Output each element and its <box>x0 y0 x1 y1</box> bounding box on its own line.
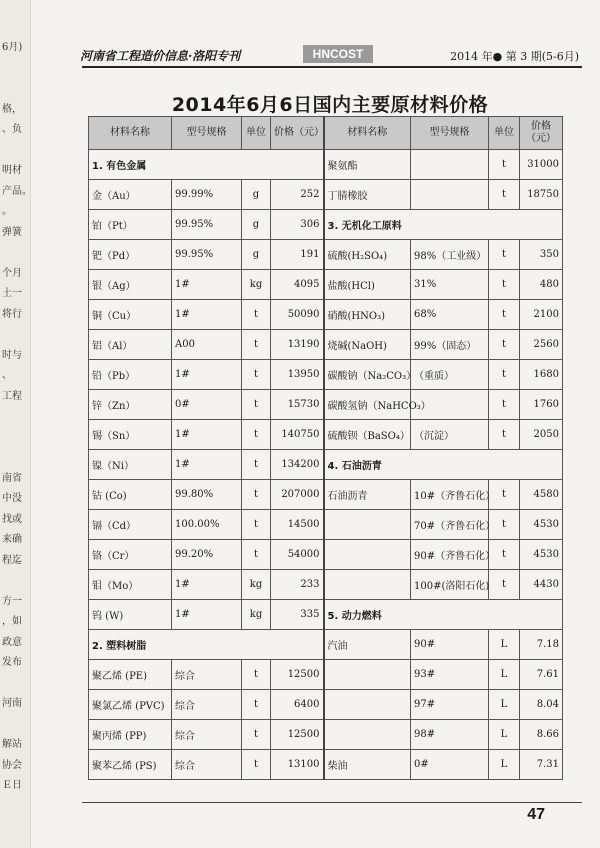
page-number: 47 <box>527 806 545 823</box>
price-cell: 7.61 <box>520 660 563 690</box>
material-name-cell: 钼（Mo） <box>89 570 172 600</box>
bleed-text-fragment: 河南 <box>2 698 22 709</box>
material-name-cell: 钨 (W) <box>89 600 172 630</box>
unit-cell: kg <box>242 570 271 600</box>
table-row <box>89 630 563 660</box>
unit-cell: t <box>489 570 520 600</box>
spec-cell: A00 <box>172 330 242 360</box>
material-name-cell: 钴 (Co) <box>89 480 172 510</box>
col-header-unit: 单位 <box>489 117 520 150</box>
price-cell: 191 <box>271 240 324 270</box>
section-heading: 1. 有色金属 <box>89 150 324 180</box>
unit-cell: g <box>242 210 271 240</box>
spec-cell: 99.20% <box>172 540 242 570</box>
bleed-text-fragment: 土一 <box>2 288 22 299</box>
unit-cell: t <box>489 240 520 270</box>
unit-cell: kg <box>242 270 271 300</box>
material-name-cell: 银（Ag） <box>89 270 172 300</box>
brand-badge: HNCOST <box>303 45 373 63</box>
material-name-cell: 汽油 <box>324 630 411 660</box>
bleed-text-fragment: 、 <box>2 370 12 381</box>
section-heading: 2. 塑料树脂 <box>89 630 324 660</box>
spec-cell: 99.95% <box>172 240 242 270</box>
table-row <box>89 180 563 210</box>
price-cell: 31000 <box>520 150 563 180</box>
table-row <box>89 240 563 270</box>
spec-cell: （沉淀） <box>411 420 489 450</box>
spec-cell: 综合 <box>172 690 242 720</box>
bleed-text-fragment: 、负 <box>2 124 22 135</box>
material-name-cell <box>324 720 411 750</box>
table-row <box>89 750 563 780</box>
unit-cell: L <box>489 690 520 720</box>
price-cell: 233 <box>271 570 324 600</box>
price-cell: 12500 <box>271 660 324 690</box>
unit-cell: t <box>242 360 271 390</box>
spec-cell: 0# <box>411 750 489 780</box>
bleed-text-fragment: ，如 <box>2 616 22 627</box>
unit-cell: t <box>242 390 271 420</box>
col-header-price: 价格（元） <box>520 117 563 150</box>
material-name-cell: 聚乙烯 (PE) <box>89 660 172 690</box>
material-name-cell: 聚苯乙烯 (PS) <box>89 750 172 780</box>
unit-cell: t <box>489 480 520 510</box>
unit-cell: t <box>489 390 520 420</box>
bleed-text-fragment: 找或 <box>2 513 22 525</box>
header-divider <box>82 66 582 68</box>
price-cell: 4530 <box>520 510 563 540</box>
price-cell: 15730 <box>271 390 324 420</box>
spec-cell: 1# <box>172 270 242 300</box>
price-cell: 252 <box>271 180 324 210</box>
journal-title: 河南省工程造价信息·洛阳专刊 <box>80 49 241 63</box>
spec-cell: 98# <box>411 720 489 750</box>
material-name-cell: 锡（Sn） <box>89 420 172 450</box>
material-name-cell: 硝酸(HNO₃) <box>324 300 411 330</box>
unit-cell: t <box>242 330 271 360</box>
spec-cell: 97# <box>411 690 489 720</box>
page-title: 2014年6月6日国内主要原材料价格 <box>171 94 489 116</box>
table-row <box>89 360 563 390</box>
price-cell: 134200 <box>271 450 324 480</box>
issue-info: 2014 年● 第 3 期(5-6月) <box>450 50 579 63</box>
bleed-text-fragment: 将行 <box>2 308 22 320</box>
unit-cell: L <box>489 750 520 780</box>
spec-cell: 99%（固态） <box>411 330 489 360</box>
spec-cell: 1# <box>172 360 242 390</box>
bleed-text-fragment: 南省 <box>2 472 22 484</box>
spec-cell: 1# <box>172 420 242 450</box>
table-row <box>89 420 563 450</box>
material-name-cell <box>324 660 411 690</box>
unit-cell: t <box>489 420 520 450</box>
table-row <box>89 660 563 690</box>
price-cell: 140750 <box>271 420 324 450</box>
price-cell: 1680 <box>520 360 563 390</box>
spec-cell: 1# <box>172 600 242 630</box>
spec-cell: 99.95% <box>172 210 242 240</box>
bleed-text-fragment: 。 <box>2 206 12 217</box>
bleed-text-fragment: 中没 <box>2 493 22 504</box>
price-cell: 7.18 <box>520 630 563 660</box>
table-header-row <box>89 117 563 150</box>
unit-cell: t <box>242 420 271 450</box>
col-header-name: 材料名称 <box>89 117 172 150</box>
unit-cell: t <box>489 300 520 330</box>
unit-cell: t <box>489 270 520 300</box>
spec-cell: 0# <box>172 390 242 420</box>
col-header-price: 价格（元） <box>271 117 324 150</box>
price-cell: 4530 <box>520 540 563 570</box>
table-row <box>89 570 563 600</box>
material-name-cell: 碳酸钠（Na₂CO₃） <box>324 360 411 390</box>
bleed-text-fragment: 个月 <box>2 267 22 279</box>
page-header <box>78 45 583 67</box>
spec-cell: 1# <box>172 450 242 480</box>
price-cell: 14500 <box>271 510 324 540</box>
spec-cell: 综合 <box>172 750 242 780</box>
material-name-cell <box>324 570 411 600</box>
footer-divider <box>82 802 582 803</box>
unit-cell: L <box>489 660 520 690</box>
unit-cell: g <box>242 240 271 270</box>
spec-cell: 99.80% <box>172 480 242 510</box>
table-row <box>89 330 563 360</box>
price-cell: 18750 <box>520 180 563 210</box>
section-heading: 3. 无机化工原料 <box>324 210 563 240</box>
bleed-text-fragment: 产品。 <box>2 185 32 197</box>
table-row <box>89 690 563 720</box>
price-cell: 13100 <box>271 750 324 780</box>
price-table <box>88 116 563 780</box>
table-row <box>89 480 563 510</box>
material-name-cell: 金（Au） <box>89 180 172 210</box>
material-name-cell: 聚氯乙烯 (PVC) <box>89 690 172 720</box>
bleed-text-fragment: 发布 <box>2 657 22 668</box>
bleed-text-fragment: 6月) <box>2 42 23 53</box>
bleed-text-fragment: Ｅ日 <box>2 780 22 791</box>
spec-cell: 31% <box>411 270 489 300</box>
spec-cell: 98%（工业级） <box>411 240 489 270</box>
material-name-cell: 聚丙烯 (PP) <box>89 720 172 750</box>
price-cell: 306 <box>271 210 324 240</box>
price-cell: 207000 <box>271 480 324 510</box>
price-cell: 350 <box>520 240 563 270</box>
spec-cell: 90# <box>411 630 489 660</box>
unit-cell: t <box>489 180 520 210</box>
unit-cell: t <box>489 330 520 360</box>
price-cell: 480 <box>520 270 563 300</box>
unit-cell: t <box>489 540 520 570</box>
bleed-text-fragment: 政意 <box>2 636 22 648</box>
material-name-cell: 铜（Cu） <box>89 300 172 330</box>
material-name-cell: 聚氨酯 <box>324 150 411 180</box>
col-header-spec: 型号规格 <box>172 117 242 150</box>
unit-cell: t <box>242 720 271 750</box>
spec-cell: 68% <box>411 300 489 330</box>
unit-cell: t <box>242 300 271 330</box>
bleed-text-fragment: 明材 <box>2 165 22 176</box>
material-name-cell: 丁腈橡胶 <box>324 180 411 210</box>
material-name-cell: 铝（Al） <box>89 330 172 360</box>
bleed-text-fragment: 格， <box>2 103 22 115</box>
bleed-text-fragment: 来确 <box>2 534 22 545</box>
table-row <box>89 540 563 570</box>
price-cell: 7.31 <box>520 750 563 780</box>
unit-cell: t <box>242 450 271 480</box>
spec-cell: 93# <box>411 660 489 690</box>
unit-cell: t <box>489 360 520 390</box>
spec-cell <box>411 180 489 210</box>
material-name-cell: 烧碱(NaOH) <box>324 330 411 360</box>
spec-cell: 1# <box>172 570 242 600</box>
price-cell: 54000 <box>271 540 324 570</box>
table-row <box>89 600 563 630</box>
material-name-cell: 铬（Cr） <box>89 540 172 570</box>
unit-cell: t <box>489 150 520 180</box>
unit-cell: t <box>242 480 271 510</box>
unit-cell: t <box>242 510 271 540</box>
spec-cell: 1# <box>172 300 242 330</box>
spec-cell: 90#（齐鲁石化） <box>411 540 489 570</box>
price-cell: 2100 <box>520 300 563 330</box>
material-name-cell: 硫酸钡（BaSO₄） <box>324 420 411 450</box>
price-cell: 4095 <box>271 270 324 300</box>
material-name-cell: 盐酸(HCl) <box>324 270 411 300</box>
unit-cell: t <box>489 510 520 540</box>
price-cell: 12500 <box>271 720 324 750</box>
unit-cell: t <box>242 750 271 780</box>
table-row <box>89 210 563 240</box>
material-name-cell: 石油沥青 <box>324 480 411 510</box>
unit-cell: t <box>242 690 271 720</box>
price-cell: 4580 <box>520 480 563 510</box>
price-cell: 1760 <box>520 390 563 420</box>
price-cell: 13950 <box>271 360 324 390</box>
table-row <box>89 300 563 330</box>
material-name-cell: 铅（Pb） <box>89 360 172 390</box>
table-row <box>89 720 563 750</box>
material-name-cell: 锌（Zn） <box>89 390 172 420</box>
section-heading: 5. 动力燃料 <box>324 600 563 630</box>
previous-page-edge <box>0 0 31 848</box>
table-row <box>89 150 563 180</box>
price-cell: 335 <box>271 600 324 630</box>
spec-cell: 100.00% <box>172 510 242 540</box>
bleed-text-fragment: 协会 <box>2 759 22 771</box>
section-heading: 4. 石油沥青 <box>324 450 563 480</box>
spec-cell: 综合 <box>172 720 242 750</box>
price-cell: 8.66 <box>520 720 563 750</box>
material-name-cell: 钯（Pd） <box>89 240 172 270</box>
material-name-cell: 镍（Ni） <box>89 450 172 480</box>
bleed-text-fragment: 程迄 <box>2 554 22 566</box>
price-cell: 2050 <box>520 420 563 450</box>
spec-cell: 10#（齐鲁石化） <box>411 480 489 510</box>
unit-cell: t <box>242 540 271 570</box>
bleed-text-fragment: 解站 <box>2 739 22 750</box>
spec-cell: 99.99% <box>172 180 242 210</box>
material-name-cell <box>324 510 411 540</box>
spec-cell: （重质） <box>411 360 489 390</box>
unit-cell: L <box>489 720 520 750</box>
unit-cell: kg <box>242 600 271 630</box>
price-cell: 4430 <box>520 570 563 600</box>
bleed-text-fragment: 弹簧 <box>2 226 22 238</box>
table-row <box>89 390 563 420</box>
unit-cell: L <box>489 630 520 660</box>
material-name-cell: 硫酸(H₂SO₄) <box>324 240 411 270</box>
col-header-spec: 型号规格 <box>411 117 489 150</box>
col-header-unit: 单位 <box>242 117 271 150</box>
price-cell: 8.04 <box>520 690 563 720</box>
bleed-text-fragment: 方一 <box>2 595 22 607</box>
spec-cell: 70#（齐鲁石化） <box>411 510 489 540</box>
material-name-cell <box>324 540 411 570</box>
col-header-name: 材料名称 <box>324 117 411 150</box>
bleed-text-fragment: 工程 <box>2 390 22 402</box>
material-name-cell <box>324 690 411 720</box>
price-cell: 2560 <box>520 330 563 360</box>
material-name-cell: 镉（Cd） <box>89 510 172 540</box>
material-name-cell: 碳酸氢钠（NaHCO₃） <box>324 390 411 420</box>
price-cell: 50090 <box>271 300 324 330</box>
spec-cell: 100#(洛阳石化) <box>411 570 489 600</box>
spec-cell <box>411 150 489 180</box>
unit-cell: t <box>242 660 271 690</box>
table-row <box>89 510 563 540</box>
table-row <box>89 450 563 480</box>
spec-cell: 综合 <box>172 660 242 690</box>
price-cell: 13190 <box>271 330 324 360</box>
table-row <box>89 270 563 300</box>
price-cell: 6400 <box>271 690 324 720</box>
material-name-cell: 柴油 <box>324 750 411 780</box>
material-name-cell: 铂（Pt） <box>89 210 172 240</box>
bleed-text-fragment: 时与 <box>2 349 22 361</box>
unit-cell: g <box>242 180 271 210</box>
